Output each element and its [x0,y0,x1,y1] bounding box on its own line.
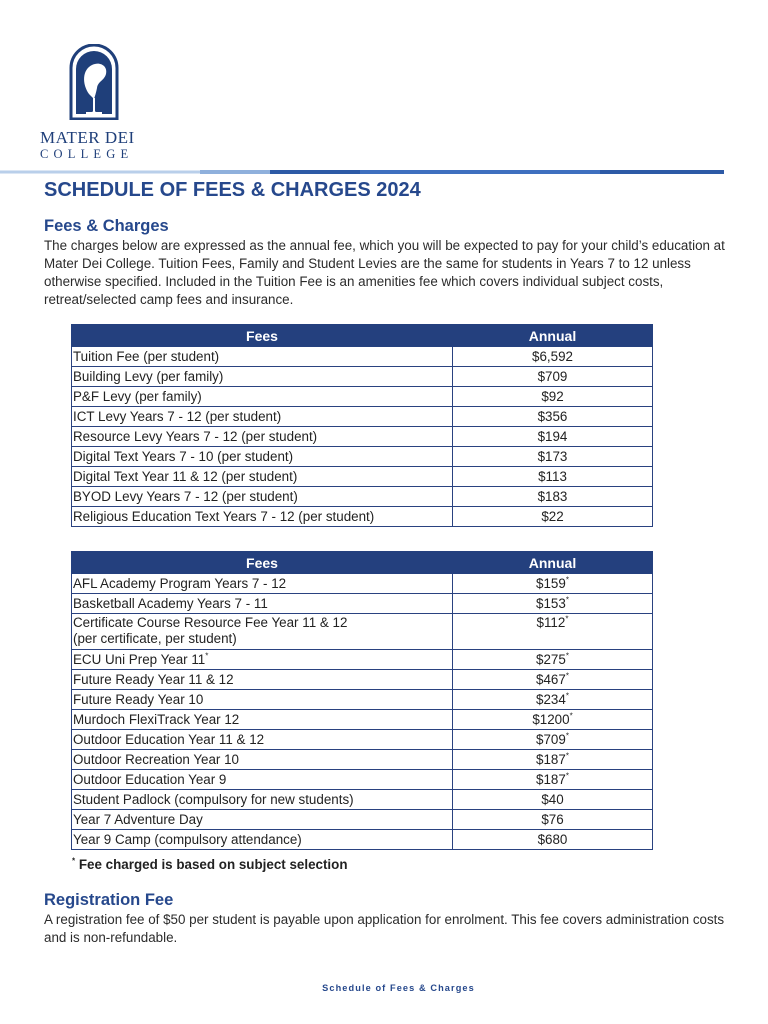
table-row [72,407,653,427]
table-row [72,387,653,407]
table-row [72,487,653,507]
fee-name-text: Future Ready Year 10 [73,691,204,707]
fee-amount-value: $112 [536,615,566,630]
fee-amount-value: $1200 [532,711,570,727]
page-title: SCHEDULE OF FEES & CHARGES 2024 [44,179,421,201]
fee-amount-value: $40 [541,791,564,807]
fee-amount [453,790,653,810]
fee-name: Religious Education Text Years 7 - 12 (per student) [72,507,453,527]
fee-name [72,730,453,750]
fee-amount [453,730,653,750]
column-header-annual: Annual [453,325,653,347]
asterisk-marker: * [565,771,569,781]
table-row [72,830,653,850]
fee-amount [453,594,653,614]
asterisk-marker: * [205,651,209,661]
logo-name: MATER DEI [40,128,135,147]
fee-amount [453,830,653,850]
column-header-fees: Fees [72,552,453,574]
logo-subtitle: COLLEGE [40,147,134,161]
asterisk-marker: * [565,575,569,585]
fees-intro-paragraph: The charges below are expressed as the annual fee, which you will be expected to pay for your child’s education at Mater Dei College. Tuition Fees, Family and Student Levies are the same for students in Years 7 to 12 unless otherwise specified. Included in the Tuition Fee is an amenities fee which covers individual subject costs, retreat/selected camp fees and insurance. [44,238,725,307]
table-row [72,770,653,790]
fee-name [72,614,453,650]
fee-amount [453,750,653,770]
table-row [72,710,653,730]
footnote-marker: * [72,856,76,866]
table-row [72,347,653,367]
table-header-row [72,552,653,574]
table-row [72,690,653,710]
fee-name-text: Outdoor Recreation Year 10 [73,751,240,767]
fee-name [72,690,453,710]
fee-amount [453,690,653,710]
column-header-annual: Annual [453,552,653,574]
fee-amount [453,574,653,594]
fee-amount [453,614,653,650]
registration-section-title: Registration Fee [44,891,174,909]
table-row [72,427,653,447]
fee-amount: $92 [453,387,653,407]
fee-amount [453,710,653,730]
fee-name-text: Outdoor Education Year 11 & 12 [73,731,265,747]
table-row [72,614,653,650]
fee-amount-value: $159 [536,575,566,591]
fee-name [72,650,453,670]
fee-name [72,670,453,690]
fee-name: P&F Levy (per family) [72,387,453,407]
fee-amount: $22 [453,507,653,527]
table-row [72,447,653,467]
fee-name: Digital Text Year 11 & 12 (per student) [72,467,453,487]
fee-amount-value: $76 [541,811,564,827]
programs-table [71,551,653,850]
fee-amount: $356 [453,407,653,427]
fee-name-text: Year 9 Camp (compulsory attendance) [73,831,302,847]
table-row [72,670,653,690]
fee-amount [453,770,653,790]
fee-name [72,810,453,830]
arch-emblem-icon [68,44,120,120]
column-header-fees: Fees [72,325,453,347]
fee-name-text-line2: (per certificate, per student) [73,631,237,646]
fee-name-text: Outdoor Education Year 9 [73,771,227,787]
fee-name [72,574,453,594]
table-row [72,574,653,594]
footnote-text: Fee charged is based on subject selection [78,857,348,872]
fee-name-text: Future Ready Year 11 & 12 [73,671,234,687]
fee-name [72,750,453,770]
table-row [72,750,653,770]
table-row [72,507,653,527]
fee-amount-value: $680 [537,831,568,847]
asterisk-marker: * [565,691,569,701]
fee-name-text: ECU Uni Prep Year 11 [73,651,206,667]
fee-amount: $709 [453,367,653,387]
fee-amount: $6,592 [453,347,653,367]
table-row [72,790,653,810]
fee-amount [453,810,653,830]
table-row [72,810,653,830]
fee-amount-value: $234 [536,691,566,707]
fee-amount-value: $709 [536,731,566,747]
fee-name: BYOD Levy Years 7 - 12 (per student) [72,487,453,507]
table-header-row [72,325,653,347]
fee-name: Digital Text Years 7 - 10 (per student) [72,447,453,467]
asterisk-marker: * [565,614,569,624]
fee-amount-value: $275 [536,651,566,667]
fee-amount-value: $467 [536,671,566,687]
fee-name-text: Certificate Course Resource Fee Year 11 & 12 [73,615,348,630]
fee-name [72,594,453,614]
asterisk-marker: * [565,731,569,741]
fee-name: ICT Levy Years 7 - 12 (per student) [72,407,453,427]
fee-name [72,710,453,730]
gradient-rule-icon [0,170,724,174]
registration-paragraph: A registration fee of $50 per student is payable upon application for enrolment. This fee covers administration costs and is non-refundable. [44,912,725,945]
fee-name-text: Student Padlock (compulsory for new students) [73,791,354,807]
table-row [72,730,653,750]
asterisk-marker: * [569,711,573,721]
fee-amount: $194 [453,427,653,447]
asterisk-marker: * [565,651,569,661]
fee-amount: $173 [453,447,653,467]
fee-amount-value: $187 [536,771,566,787]
fee-name: Resource Levy Years 7 - 12 (per student) [72,427,453,447]
fee-name [72,830,453,850]
asterisk-marker: * [565,595,569,605]
fee-amount: $183 [453,487,653,507]
fee-name [72,770,453,790]
fee-name-text: Basketball Academy Years 7 - 11 [73,595,268,611]
header-rule [0,170,724,174]
table-row [72,650,653,670]
fee-amount-value: $187 [536,751,566,767]
table-row [72,594,653,614]
table-row [72,367,653,387]
fee-name-text: AFL Academy Program Years 7 - 12 [73,575,287,591]
fee-amount-value: $153 [536,595,566,611]
fee-name [72,790,453,810]
fees-section-title: Fees & Charges [44,217,169,235]
fee-amount [453,670,653,690]
asterisk-marker: * [565,751,569,761]
fee-name: Building Levy (per family) [72,367,453,387]
table-row [72,467,653,487]
fee-amount [453,650,653,670]
asterisk-marker: * [565,671,569,681]
fee-name-text: Murdoch FlexiTrack Year 12 [73,711,240,727]
levies-table [71,324,653,527]
fee-amount: $113 [453,467,653,487]
fee-name: Tuition Fee (per student) [72,347,453,367]
footnote [72,857,348,872]
fee-name-text: Year 7 Adventure Day [73,811,203,827]
page-footer: Schedule of Fees & Charges [322,983,475,993]
